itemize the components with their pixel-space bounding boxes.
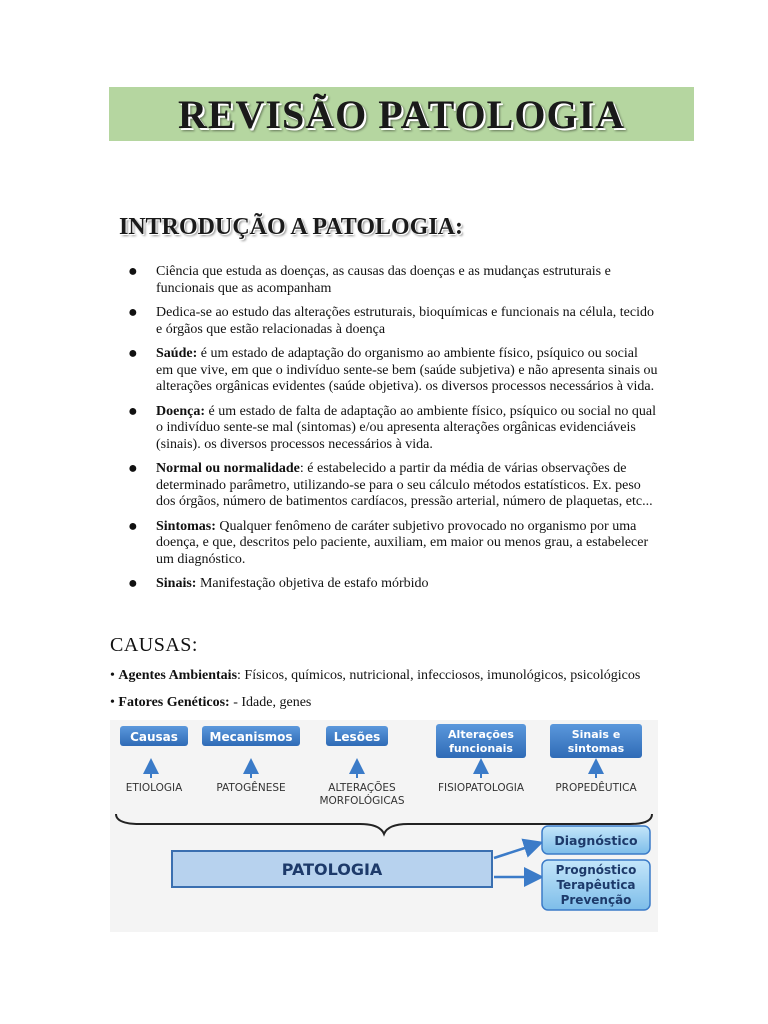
list-item: ● Dedica-se ao estudo das alterações estruturais, bioquímicas e funcionais na célula, tecido e órgãos que estão relacionadas à doença (128, 304, 654, 337)
up-arrows (151, 766, 596, 778)
svg-text:funcionais: funcionais (449, 742, 513, 755)
svg-text:Terapêutica: Terapêutica (556, 878, 636, 892)
outcomes-box (542, 860, 650, 910)
svg-text:Mecanismos: Mecanismos (209, 730, 293, 744)
diagram-svg (110, 720, 658, 932)
top-box-mecanismos (202, 726, 300, 746)
svg-text:Lesões: Lesões (333, 730, 381, 744)
list-item: ● Normal ou normalidade: é estabelecido a partir da média de várias observações de determinado parâmetro, utilizando-se para o seu cálculo métodos estatísticos. Ex. peso dos órgãos, número de batimentos cardíacos, pressão arterial, número de plaquetas, etc... (128, 460, 653, 509)
list-item: ● Ciência que estuda as doenças, as causas das doenças e as mudanças estruturais e funcionais que as acompanham (128, 263, 611, 296)
top-box-sinais (550, 724, 642, 758)
list-item: ● Saúde: é um estado de adaptação do organismo ao ambiente físico, psíquico ou social em que vive, em que o indivíduo sente-se bem (saúde subjetiva) e não apresenta sinais ou alterações orgânicas evidentes (saúde objetiva). os diversos processos necessários à vida. (128, 345, 658, 394)
cause-line-environmental: • Agentes Ambientais: Físicos, químicos, nutricional, infecciosos, imunológicos, psicológicos (110, 668, 641, 683)
label-patogenese: PATOGÊNESE (216, 782, 286, 794)
top-box-lesoes (326, 726, 388, 746)
svg-text:Prognóstico: Prognóstico (555, 863, 637, 877)
svg-text:Prevenção: Prevenção (560, 893, 632, 907)
label-fisiopatologia: FISIOPATOLOGIA (437, 782, 525, 794)
side-arrows (494, 845, 534, 877)
diagnosis-box (542, 826, 650, 854)
list-item: ● Sintomas: Qualquer fenômeno de caráter subjetivo provocado no organismo por uma doença, e que, descritos pelo paciente, auxiliam, em maior ou menos grau, a estabelecer um diagnóstico. (128, 517, 649, 567)
intro-heading: INTRODUÇÃO A PATOLOGIA: (119, 214, 464, 240)
intro-list (128, 264, 658, 601)
top-box-alteracoes (436, 724, 526, 758)
top-box-causas (120, 726, 188, 746)
label-etiologia: ETIOLOGIA (125, 782, 183, 794)
svg-text:Causas: Causas (130, 730, 178, 744)
pathology-diagram (110, 720, 658, 932)
center-box-patologia (172, 851, 492, 887)
list-item: ● Doença: é um estado de falta de adaptação ao ambiente físico, psíquico ou social no qual o indivíduo sente-se mal (sintomas) e/ou apresenta alterações orgânicas evidenciáveis (sinais). os diversos processos necessários à vida. (128, 402, 656, 452)
page-title: REVISÃO PATOLOGIA (177, 91, 626, 137)
svg-text:PATOLOGIA: PATOLOGIA (281, 860, 383, 879)
svg-text:Diagnóstico: Diagnóstico (554, 833, 638, 848)
causes-heading: CAUSAS: (110, 634, 198, 656)
svg-text:Alterações: Alterações (448, 728, 514, 741)
label-morfologicas: MORFOLÓGICAS (319, 795, 405, 807)
list-item: ● Sinais: Manifestação objetiva de estafo mórbido (128, 575, 429, 592)
label-propedeutica: PROPEDÊUTICA (555, 782, 637, 794)
title-banner (109, 87, 694, 141)
label-alteracoes: ALTERAÇÕES (328, 782, 396, 794)
svg-text:Sinais e: Sinais e (571, 728, 621, 741)
cause-line-genetic: • Fatores Genéticos: - Idade, genes (110, 695, 312, 710)
svg-text:sintomas: sintomas (567, 742, 625, 755)
